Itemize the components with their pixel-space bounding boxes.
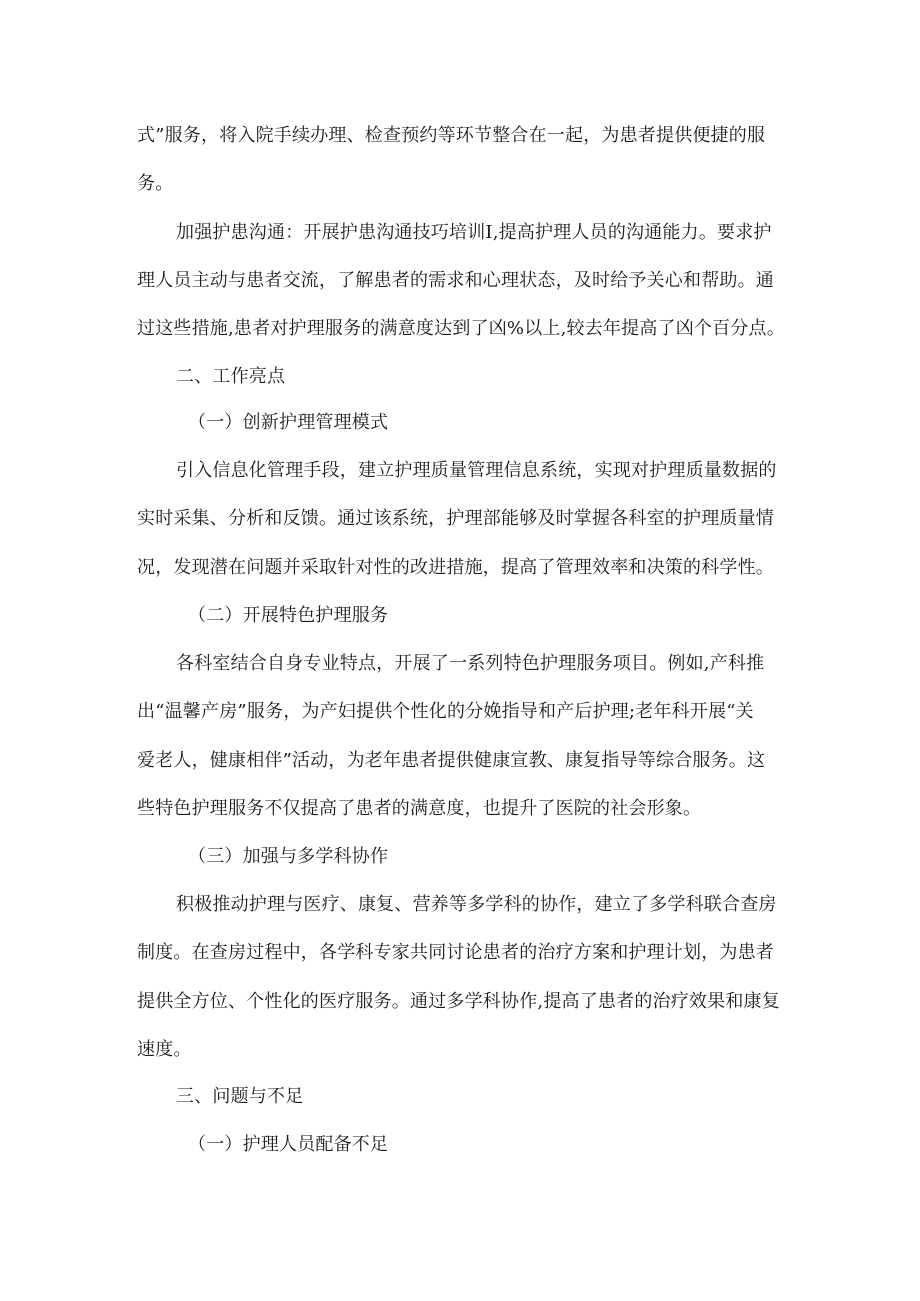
- paragraph-line: 务。: [137, 173, 174, 194]
- paragraph-line: 各科室结合自身专业特点，开展了一系列特色护理服务项目。例如,产科推: [176, 653, 765, 674]
- paragraph-line: 爱老人，健康相伴”活动，为老年患者提供健康宣教、康复指导等综合服务。这: [137, 750, 766, 771]
- paragraph-line: 速度。: [137, 1039, 192, 1060]
- paragraph-line: 式”服务，将入院手续办理、检查预约等环节整合在一起，为患者提供便捷的服: [137, 125, 766, 146]
- paragraph-line: 出“温馨产房”服务，为产妇提供个性化的分娩指导和产后护理;老年科开展“关: [137, 701, 754, 722]
- section-heading: 三、问题与不足: [176, 1086, 304, 1107]
- subsection-heading: （一）护理人员配备不足: [188, 1134, 389, 1155]
- paragraph-line: 提供全方位、个性化的医疗服务。通过多学科协作,提高了患者的治疗效果和康复: [137, 991, 780, 1012]
- subsection-heading: （一）创新护理管理模式: [188, 412, 389, 433]
- subsection-heading: （二）开展特色护理服务: [188, 605, 389, 626]
- section-heading: 二、工作亮点: [176, 366, 286, 387]
- paragraph-line: 加强护患沟通：开展护患沟通技巧培训I,提高护理人员的沟通能力。要求护: [176, 222, 772, 243]
- paragraph-line: 制度。在查房过程中，各学科专家共同讨论患者的治疗方案和护理计划，为患者: [137, 942, 774, 963]
- paragraph-line: 些特色护理服务不仅提高了患者的满意度，也提升了医院的社会形象。: [137, 798, 702, 819]
- paragraph-line: 况，发现潜在问题并采取针对性的改进措施，提高了管理效率和决策的科学性。: [137, 557, 774, 578]
- paragraph-line: 引入信息化管理手段，建立护理质量管理信息系统，实现对护理质量数据的: [176, 460, 777, 481]
- subsection-heading: （三）加强与多学科协作: [188, 846, 389, 867]
- paragraph-line: 过这些措施,患者对护理服务的满意度达到了凶%以上,较去年提高了凶个百分点。: [137, 318, 785, 339]
- paragraph-line: 积极推动护理与医疗、康复、营养等多学科的协作，建立了多学科联合查房: [176, 894, 777, 915]
- paragraph-line: 理人员主动与患者交流，了解患者的需求和心理状态，及时给予关心和帮助。通: [137, 270, 774, 291]
- paragraph-line: 实时采集、分析和反馈。通过该系统，护理部能够及时掌握各科室的护理质量情: [137, 508, 774, 529]
